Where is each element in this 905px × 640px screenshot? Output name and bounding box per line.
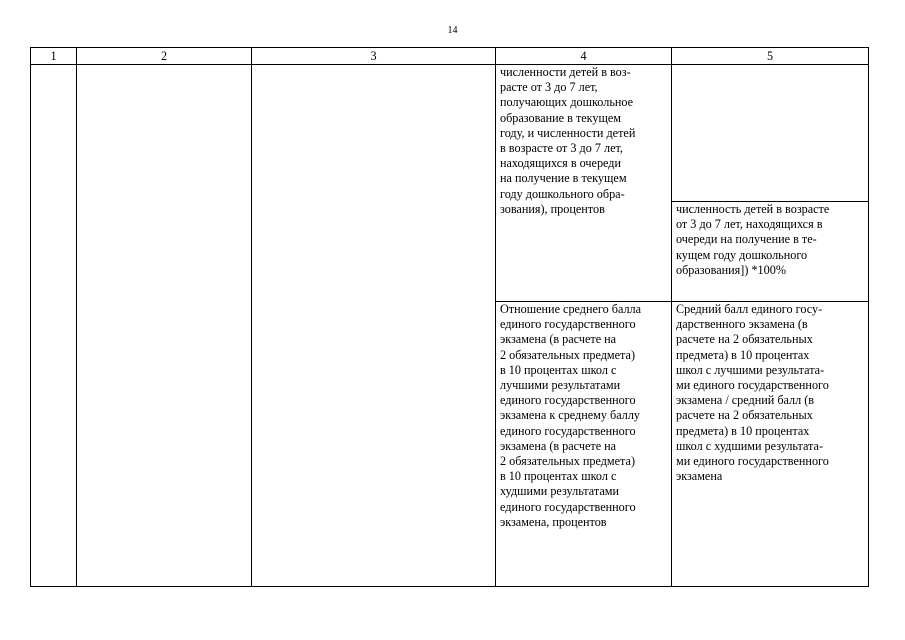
- column-header-2: 2: [77, 48, 252, 65]
- indicator-exam-ratio-text: Отношение среднего балла единого государственного экзамена (в расчете на 2 обязательных предмета) в 10 процентах школ с лучшими результатами единого государственного экзамена к среднему баллу единого государственного экзамена (в расчете на 2 обязательных предмета) в 10 процентах школ с худшими результатами единого государственного экзамена, процентов: [500, 302, 642, 529]
- page-number: 14: [447, 25, 458, 36]
- cell-indicator-exam-ratio: [496, 302, 672, 587]
- table-row: [31, 65, 869, 302]
- formula-exam-ratio-text: Средний балл единого госу- дарственного экзамена (в расчете на 2 обязательных предмета) в 10 процентах школ с лучшими результата- ми единого государственного экзамена / средний балл (в расчете на 2 обязательных предмета) в 10 процентах школ с худшими результата- ми единого государственного экзамена: [676, 302, 829, 484]
- column-header-3: 3: [252, 48, 496, 65]
- cell-formula-continuation: [672, 65, 869, 302]
- formula-continuation-text: численность детей в возрасте от 3 до 7 лет, находящихся в очереди на получение в те- кущем году дошкольного образования]) *100%: [676, 202, 830, 277]
- cell-col-3: [252, 65, 496, 587]
- column-header-4: 4: [496, 48, 672, 65]
- cell-indicator-continuation: [496, 65, 672, 302]
- formula-lower-part: [672, 201, 868, 278]
- indicator-continuation-text: численности детей в воз- расте от 3 до 7 лет, получающих дошкольное образование в текущем году, и численности детей в возрасте от 3 до 7 лет, находящихся в очереди на получение в текущем году дошкольного обра- зования), процентов: [500, 65, 636, 216]
- cell-col-1: [31, 65, 77, 587]
- document-table: [30, 47, 869, 587]
- formula-upper-blank: [672, 65, 868, 201]
- cell-formula-exam-ratio: [672, 302, 869, 587]
- column-header-5: 5: [672, 48, 869, 65]
- table-header-row: [31, 48, 869, 65]
- cell-col-2: [77, 65, 252, 587]
- column-header-1: 1: [31, 48, 77, 65]
